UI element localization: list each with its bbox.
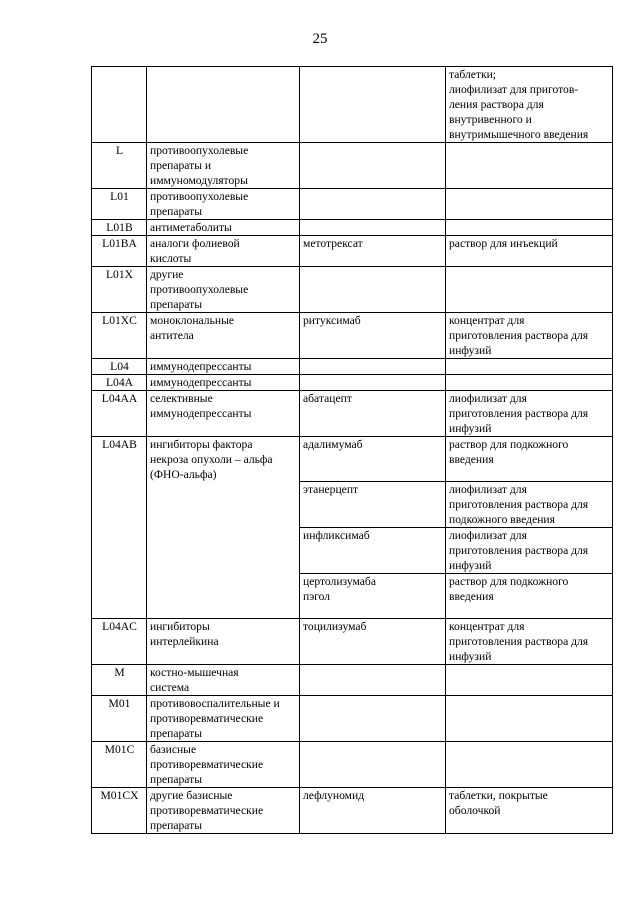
table-row — [92, 359, 613, 375]
atc-code-cell — [92, 619, 147, 665]
form-cell — [446, 359, 613, 375]
form-cell-text: лиофилизат для приготовления раствора для инфузий — [449, 392, 589, 435]
form-cell-text: лиофилизат для приготовления раствора для подкожного введения — [449, 483, 589, 526]
drug-cell — [300, 574, 446, 619]
drug-cell-text: инфликсимаб — [303, 529, 370, 542]
group-cell — [147, 696, 300, 742]
group-cell — [147, 313, 300, 359]
table-row — [92, 267, 613, 313]
form-cell — [446, 313, 613, 359]
atc-code-cell-text: M01C — [104, 743, 135, 756]
drug-cell — [300, 143, 446, 189]
form-cell — [446, 236, 613, 267]
table-row — [92, 143, 613, 189]
table-row — [92, 313, 613, 359]
form-cell-text: раствор для подкожного введения — [449, 438, 569, 466]
drug-cell-text: тоцилизумаб — [303, 620, 367, 633]
form-cell — [446, 437, 613, 482]
atc-code-cell-text: L01XC — [102, 314, 137, 327]
atc-code-cell — [92, 67, 147, 143]
atc-code-cell-text: L04A — [105, 376, 134, 389]
form-cell-text: таблетки, покрытые оболочкой — [449, 789, 548, 817]
drug-cell-text: адалимумаб — [303, 438, 363, 451]
form-cell — [446, 375, 613, 391]
atc-code-cell-text: L01X — [105, 268, 134, 281]
drug-cell — [300, 788, 446, 834]
group-cell-text: костно-мышечная система — [150, 666, 239, 694]
form-cell — [446, 391, 613, 437]
form-cell-text: раствор для подкожного введения — [449, 575, 569, 603]
group-cell — [147, 619, 300, 665]
group-cell — [147, 665, 300, 696]
atc-code-cell-text: L04AA — [101, 392, 138, 405]
form-cell — [446, 574, 613, 619]
drug-cell — [300, 359, 446, 375]
drug-cell — [300, 665, 446, 696]
group-cell-text: базисные противоревматические препараты — [150, 743, 264, 786]
group-cell-text: другие противоопухолевые препараты — [150, 268, 249, 311]
group-cell — [147, 742, 300, 788]
form-cell — [446, 665, 613, 696]
group-cell — [147, 143, 300, 189]
drug-cell — [300, 742, 446, 788]
group-cell — [147, 359, 300, 375]
table-body — [92, 67, 613, 834]
atc-code-cell — [92, 696, 147, 742]
drug-cell — [300, 220, 446, 236]
atc-code-cell — [92, 313, 147, 359]
form-cell — [446, 619, 613, 665]
atc-code-cell — [92, 220, 147, 236]
table-row — [92, 220, 613, 236]
form-cell — [446, 143, 613, 189]
drug-cell — [300, 482, 446, 528]
group-cell — [147, 67, 300, 143]
atc-code-cell — [92, 437, 147, 619]
form-cell-text: концентрат для приготовления раствора для инфузий — [449, 620, 589, 663]
atc-code-cell — [92, 788, 147, 834]
atc-code-cell-text: L04AB — [102, 438, 137, 451]
group-cell-text: другие базисные противоревматические препараты — [150, 789, 264, 832]
table-row — [92, 696, 613, 742]
group-cell-text: моноклональные антитела — [150, 314, 235, 342]
atc-code-cell-text: L04AC — [102, 620, 137, 633]
group-cell-text: ингибиторы интерлейкина — [150, 620, 219, 648]
form-cell-text: таблетки; лиофилизат для приготов- ления раствора для внутривенного и внутримышечного введения — [449, 68, 589, 141]
drug-cell-text: этанерцепт — [303, 483, 359, 496]
form-cell-text: раствор для инъекций — [449, 237, 558, 250]
group-cell-text: аналоги фолиевой кислоты — [150, 237, 240, 265]
form-cell-text: концентрат для приготовления раствора для инфузий — [449, 314, 589, 357]
table-row — [92, 619, 613, 665]
group-cell-text: противоопухолевые препараты — [150, 190, 249, 218]
group-cell-text: иммунодепрессанты — [150, 376, 252, 389]
drug-cell — [300, 267, 446, 313]
atc-code-cell-text: L01 — [110, 190, 129, 203]
atc-code-cell — [92, 359, 147, 375]
atc-code-cell — [92, 375, 147, 391]
form-cell — [446, 482, 613, 528]
atc-code-cell-text: M01CX — [100, 789, 139, 802]
group-cell — [147, 236, 300, 267]
atc-code-cell-text: M — [114, 666, 125, 679]
table-row — [92, 788, 613, 834]
drug-cell-text: метотрексат — [303, 237, 363, 250]
form-cell — [446, 788, 613, 834]
page-number: 25 — [312, 31, 328, 47]
drug-cell-text: абатацепт — [303, 392, 352, 405]
table-row — [92, 375, 613, 391]
drug-cell — [300, 696, 446, 742]
group-cell-text: селективные иммунодепрессанты — [150, 392, 252, 420]
form-cell — [446, 696, 613, 742]
drug-cell-text: лефлуномид — [303, 789, 365, 802]
group-cell-text: иммунодепрессанты — [150, 360, 252, 373]
table-row — [92, 742, 613, 788]
group-cell — [147, 788, 300, 834]
group-cell — [147, 375, 300, 391]
drug-cell — [300, 375, 446, 391]
drug-cell — [300, 391, 446, 437]
table-row — [92, 67, 613, 143]
form-cell — [446, 267, 613, 313]
group-cell-text: ингибиторы фактора некроза опухоли – альфа (ФНО-альфа) — [150, 438, 273, 481]
drug-cell-text: ритуксимаб — [303, 314, 361, 327]
group-cell-text: противовоспалительные и противоревматические препараты — [150, 697, 280, 740]
group-cell — [147, 267, 300, 313]
form-cell — [446, 528, 613, 574]
atc-code-cell-text: L04 — [110, 360, 129, 373]
table-row — [92, 665, 613, 696]
form-cell — [446, 67, 613, 143]
drug-cell-text: цертолизумаба пэгол — [303, 575, 376, 603]
drug-cell — [300, 437, 446, 482]
group-cell — [147, 189, 300, 220]
drug-cell — [300, 619, 446, 665]
drug-cell — [300, 189, 446, 220]
drug-cell — [300, 67, 446, 143]
atc-code-cell — [92, 742, 147, 788]
drug-table — [91, 66, 613, 834]
table-row — [92, 189, 613, 220]
table-row — [92, 437, 613, 482]
form-cell — [446, 220, 613, 236]
group-cell-text: антиметаболиты — [150, 221, 232, 234]
atc-code-cell-text: L01BA — [102, 237, 137, 250]
drug-cell — [300, 313, 446, 359]
group-cell — [147, 437, 300, 619]
group-cell-text: противоопухолевые препараты и иммуномодуляторы — [150, 144, 249, 187]
atc-code-cell — [92, 143, 147, 189]
form-cell — [446, 189, 613, 220]
atc-code-cell-text: L — [115, 144, 124, 157]
atc-code-cell — [92, 665, 147, 696]
drug-cell — [300, 236, 446, 267]
atc-code-cell-text: L01B — [106, 221, 133, 234]
atc-code-cell — [92, 236, 147, 267]
atc-code-cell — [92, 267, 147, 313]
table-row — [92, 391, 613, 437]
group-cell — [147, 220, 300, 236]
form-cell — [446, 742, 613, 788]
table-row — [92, 236, 613, 267]
atc-code-cell — [92, 189, 147, 220]
group-cell — [147, 391, 300, 437]
atc-code-cell — [92, 391, 147, 437]
drug-cell — [300, 528, 446, 574]
atc-code-cell-text: M01 — [108, 697, 131, 710]
form-cell-text: лиофилизат для приготовления раствора для инфузий — [449, 529, 589, 572]
